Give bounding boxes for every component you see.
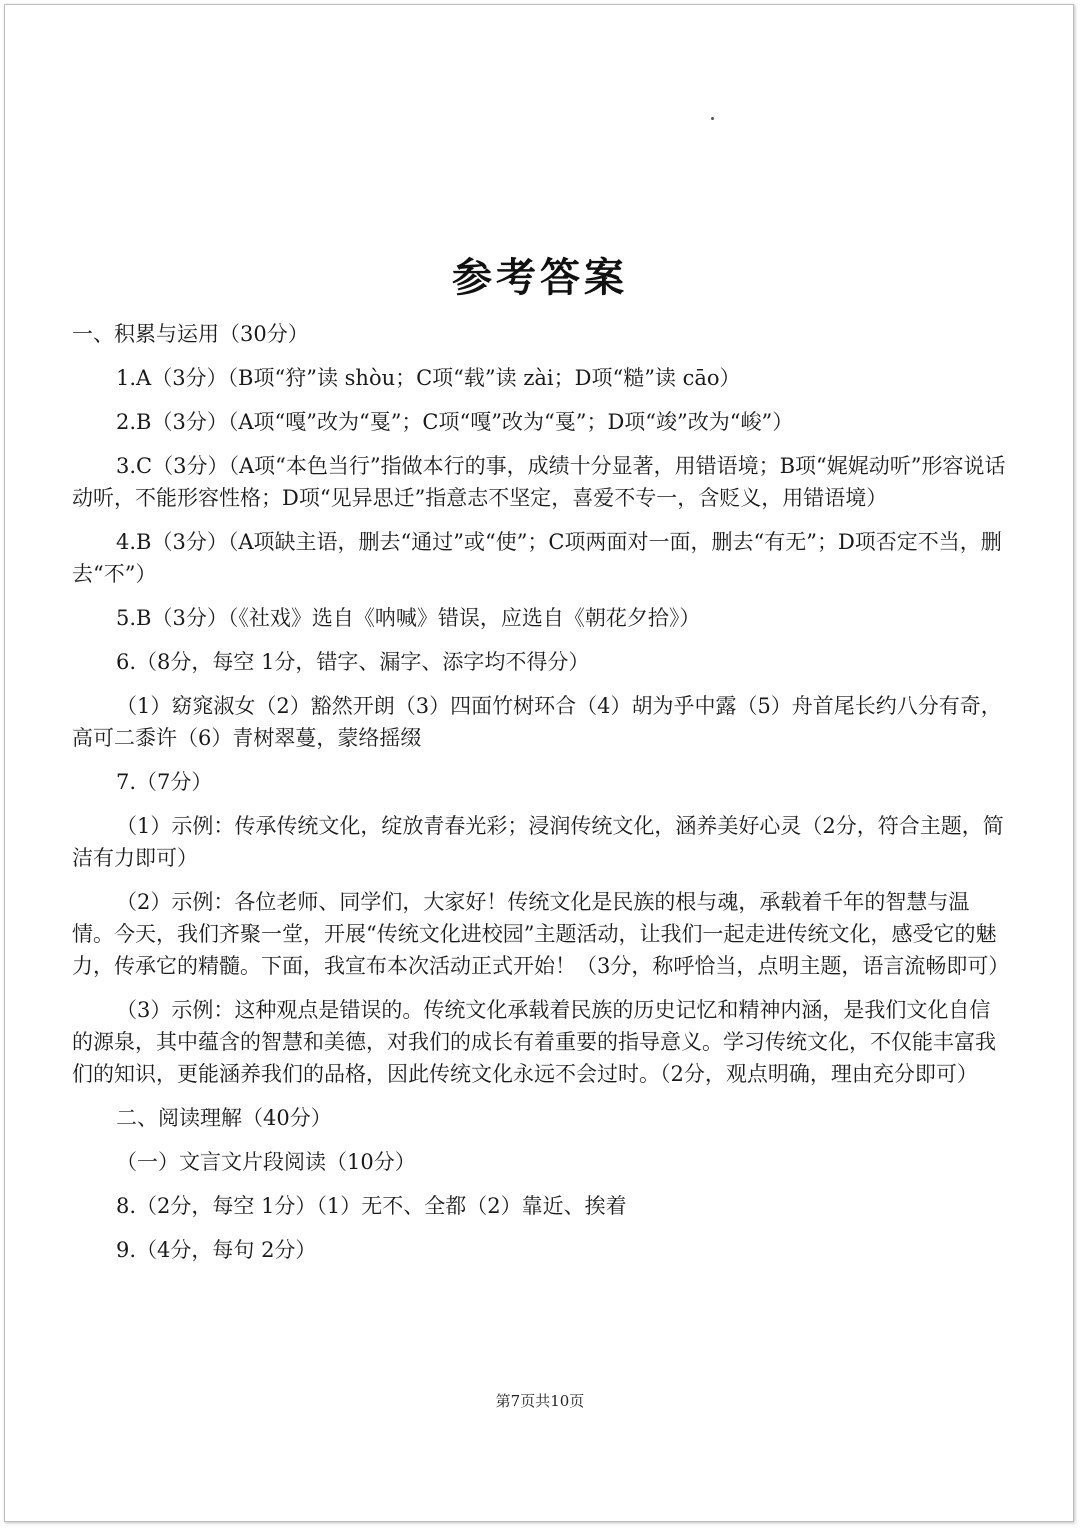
page-footer: 第7页共10页 (495, 1392, 585, 1410)
answer-q7-1: （1）示例：传承传统文化，绽放青春光彩；浸润传统文化，涵养美好心灵（2分，符合主题，简洁有力即可） (72, 814, 1004, 870)
answer-q3: 3.C（3分）（A项“本色当行”指做本行的事，成绩十分显著，用错语境；B项“娓娓动听”形容说话动听，不能形容性格；D项“见异思迁”指意志不坚定，喜爱不专一，含贬义，用错语境） (72, 454, 1006, 510)
stray-dot (711, 117, 714, 120)
answer-q6: 6.（8分，每空 1分，错字、漏字、添字均不得分） (116, 650, 590, 674)
answer-q9: 9.（4分，每句 2分） (116, 1238, 317, 1262)
answer-q7-2: （2）示例：各位老师、同学们，大家好！传统文化是民族的根与魂，承载着千年的智慧与温情。今天，我们齐聚一堂，开展“传统文化进校园”主题活动，让我们一起走进传统文化，感受它的魅力，传承它的精髓。下面，我宣布本次活动正式开始！（3分，称呼恰当，点明主题，语言流畅即可） (72, 890, 1010, 978)
page-title: 参考答案 (452, 254, 628, 301)
answer-q8: 8.（2分，每空 1分）（1）无不、全都（2）靠近、挨着 (116, 1194, 627, 1218)
answer-q7-3: （3）示例：这种观点是错误的。传统文化承载着民族的历史记忆和精神内涵，是我们文化自信的源泉，其中蕴含的智慧和美德，对我们的成长有着重要的指导意义。学习传统文化，不仅能丰富我们的知识，更能涵养我们的品格，因此传统文化永远不会过时。（2分，观点明确，理由充分即可） (72, 998, 996, 1086)
section-heading-2: 二、阅读理解（40分） (116, 1106, 332, 1130)
answer-content (72, 318, 1008, 1266)
answer-q7: 7.（7分） (116, 770, 213, 794)
answer-q5: 5.B（3分）（《社戏》选自《呐喊》错误，应选自《朝花夕拾》） (116, 606, 701, 630)
answer-q2: 2.B（3分）（A项“嘎”改为“戛”；C项“嘎”改为“戛”；D项“竣”改为“峻”） (116, 410, 794, 434)
answer-q1: 1.A（3分）（B项“狩”读 shòu；C项“载”读 zài；D项“糙”读 cāo） (116, 366, 741, 390)
answer-q4: 4.B（3分）（A项缺主语，删去“通过”或“使”；C项两面对一面，删去“有无”；D项否定不当，删去“不”） (72, 530, 1002, 586)
subsection-heading-1: （一）文言文片段阅读（10分） (116, 1150, 416, 1174)
section-heading-1: 一、积累与运用（30分） (72, 322, 309, 346)
answer-q6-detail: （1）窈窕淑女（2）豁然开朗（3）四面竹树环合（4）胡为乎中露（5）舟首尾长约八分有奇，高可二黍许（6）青树翠蔓，蒙络摇缀 (72, 694, 1002, 750)
